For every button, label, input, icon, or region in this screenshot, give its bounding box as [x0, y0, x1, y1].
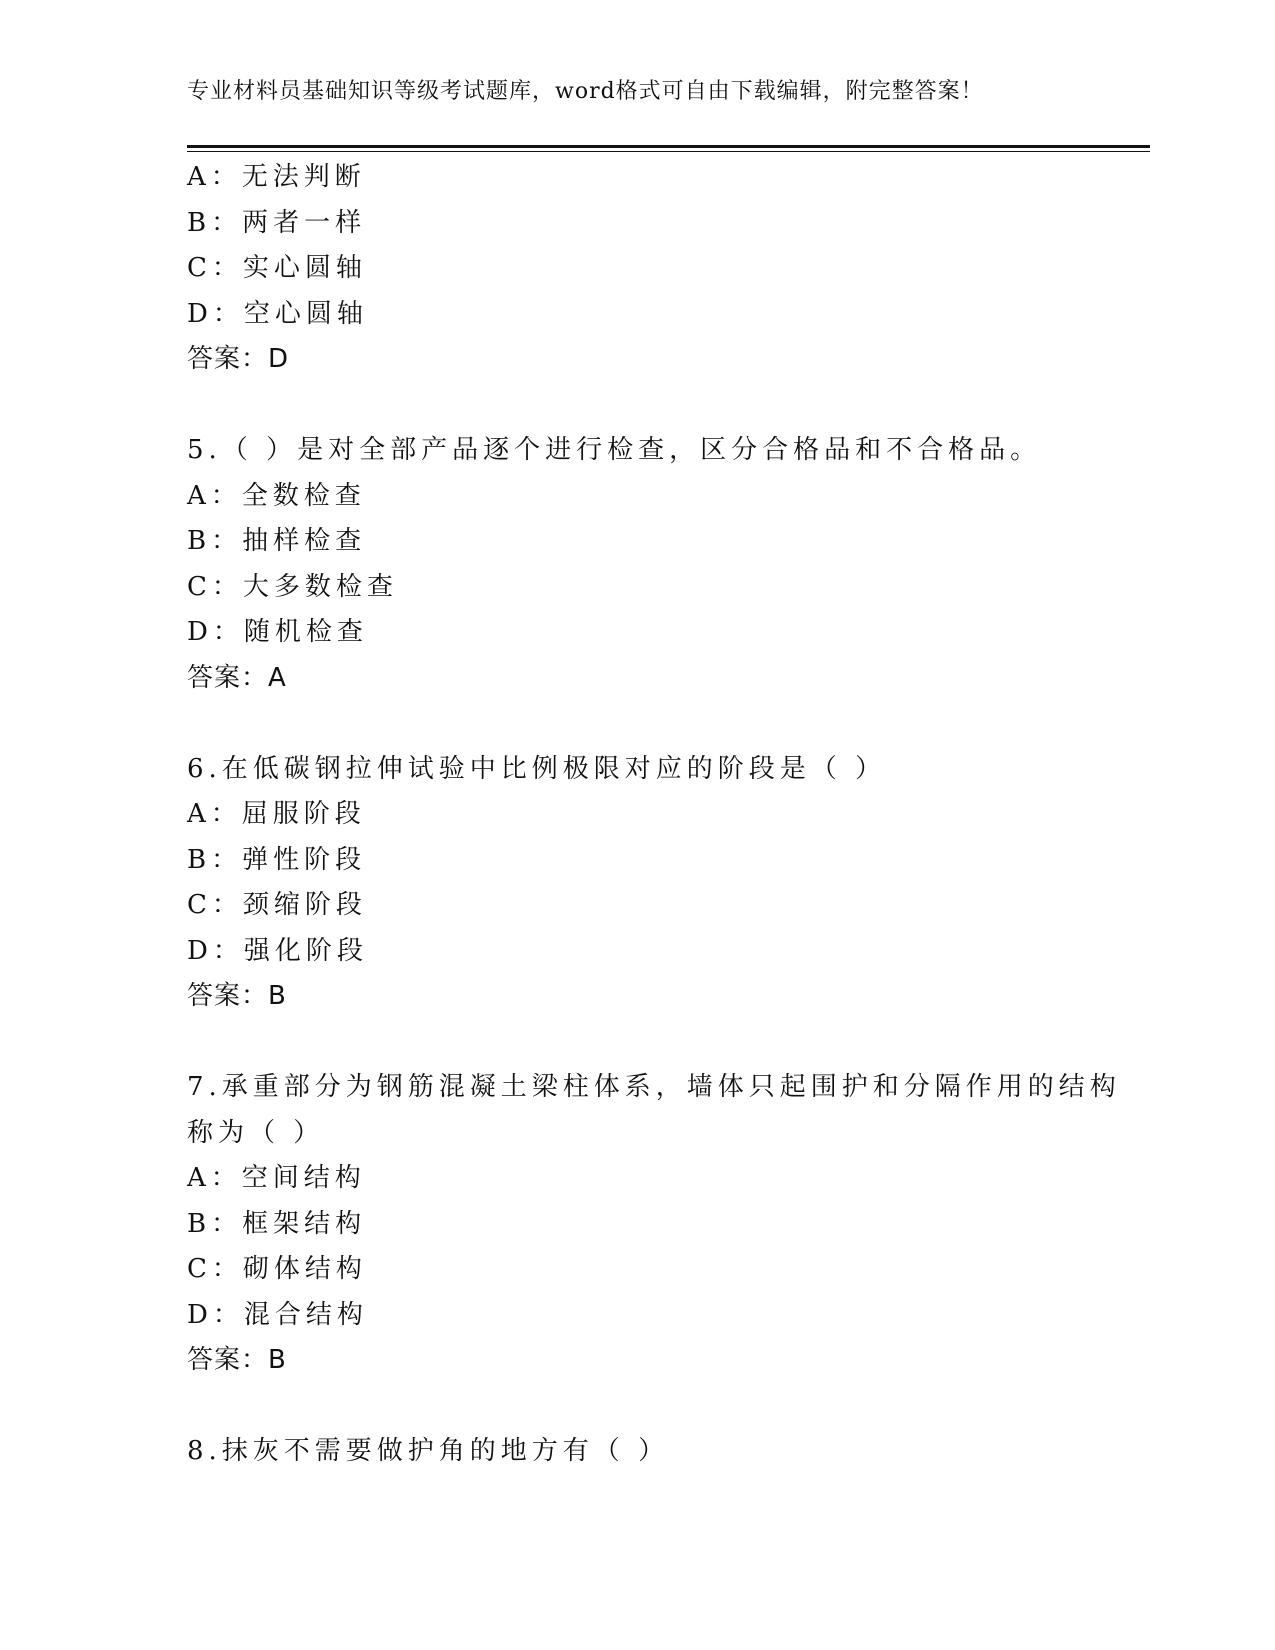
option-c: C：砌体结构: [187, 1254, 367, 1284]
spacer: [187, 701, 1087, 747]
option-d: D：空心圆轴: [187, 298, 368, 329]
question-stem: 8.抹灰不需要做护角的地方有（ ）: [187, 1436, 670, 1466]
spacer: [187, 1384, 1087, 1430]
option-b: B：框架结构: [187, 1208, 367, 1239]
question-5: [187, 428, 1087, 701]
page-header: 专业材料员基础知识等级考试题库，word格式可自由下载编辑，附完整答案！: [187, 79, 984, 104]
option-a: A：全数检查: [187, 480, 366, 511]
question-7: [187, 1065, 1121, 1384]
question-list: [187, 155, 1121, 1475]
header-divider: [187, 145, 1150, 152]
answer: 答案：A: [187, 662, 287, 693]
option-a: A：空间结构: [187, 1163, 366, 1193]
option-d: D：随机检查: [187, 617, 368, 647]
answer: 答案：B: [187, 981, 287, 1011]
option-d: D：强化阶段: [187, 935, 368, 966]
option-b: B：两者一样: [187, 207, 367, 238]
question-stem-continued: 称为（ ）: [187, 1117, 325, 1148]
spacer: [187, 1020, 1087, 1066]
question-4-tail: [187, 155, 1087, 383]
option-a: A：无法判断: [187, 162, 366, 192]
option-c: C：颈缩阶段: [187, 890, 367, 920]
option-c: C：实心圆轴: [187, 253, 367, 283]
option-a: A：屈服阶段: [187, 799, 366, 829]
question-stem: 7.承重部分为钢筋混凝土梁柱体系，墙体只起围护和分隔作用的结构: [187, 1072, 1121, 1102]
question-6: [187, 747, 1087, 1020]
question-8: [187, 1429, 1087, 1475]
question-stem: 5.（ ）是对全部产品逐个进行检查，区分合格品和不合格品。: [187, 435, 1042, 465]
answer: 答案：D: [187, 344, 290, 374]
spacer: [187, 383, 1087, 429]
option-b: B：抽样检查: [187, 526, 367, 556]
question-stem: 6.在低碳钢拉伸试验中比例极限对应的阶段是（ ）: [187, 753, 887, 784]
option-b: B：弹性阶段: [187, 844, 367, 875]
option-d: D：混合结构: [187, 1299, 368, 1330]
option-c: C：大多数检查: [187, 571, 398, 602]
answer: 答案：B: [187, 1345, 287, 1375]
